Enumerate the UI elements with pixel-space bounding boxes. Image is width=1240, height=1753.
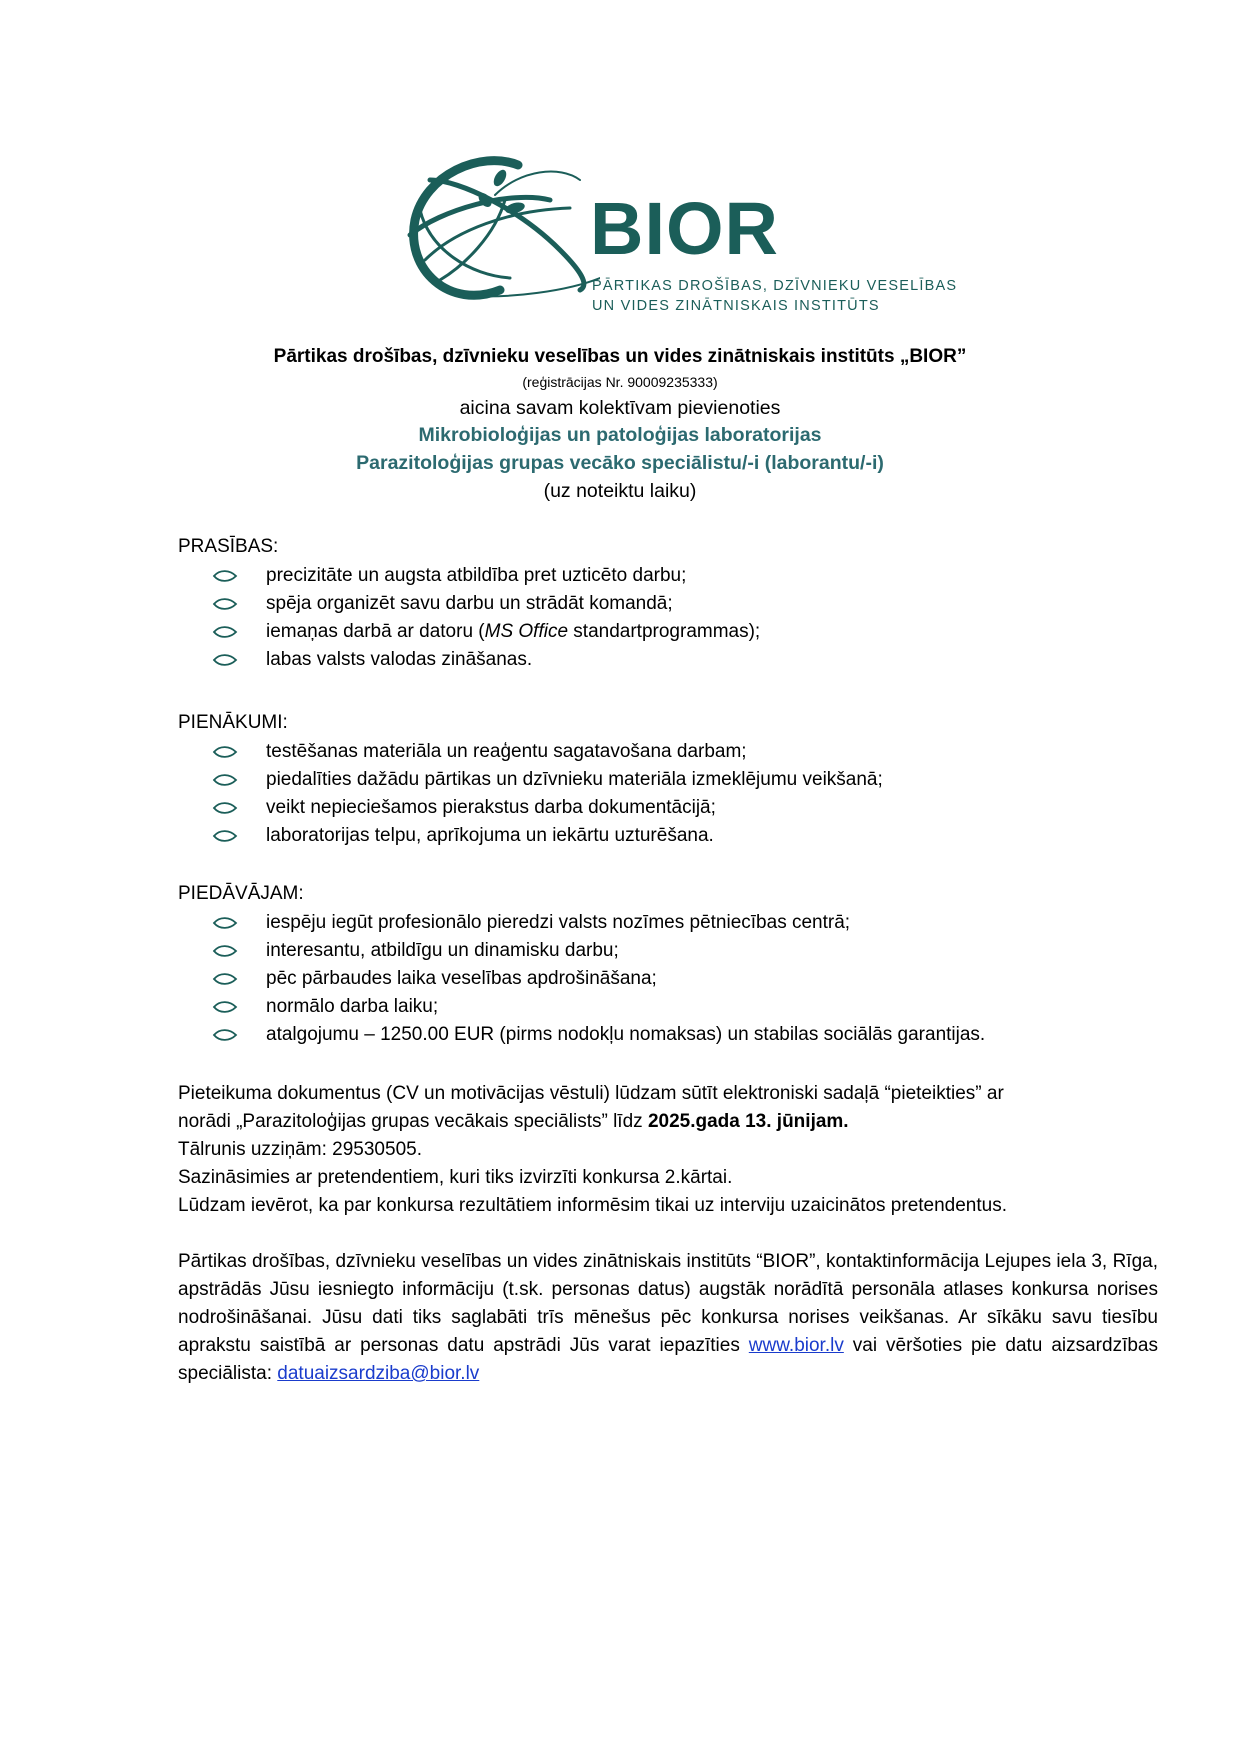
offer-text: pēc pārbaudes laika veselības apdrošināšana; [266,968,657,989]
registration-number: (reģistrācijas Nr. 90009235333) [522,374,718,390]
organization-name: Pārtikas drošības, dzīvnieku veselības un vides zinātniskais institūts „BIOR” [273,346,967,367]
requirement-text: precizitāte un augsta atbildība pret uzticēto darbu; [266,565,687,586]
list-item [212,562,760,590]
requirement-text: spēja organizēt savu darbu un strādāt komandā; [266,593,673,614]
fish-bullet-icon [212,570,238,582]
list-item [212,738,883,766]
globe-logo-icon [400,150,600,320]
duties-list [212,738,883,850]
laboratory-name: Mikrobioloģijas un patoloģijas laboratorijas [418,424,822,446]
list-item [212,993,985,1021]
list-item [212,646,760,674]
list-item [212,822,883,850]
fish-bullet-icon [212,802,238,814]
fish-bullet-icon [212,598,238,610]
list-item [212,965,985,993]
fish-bullet-icon [212,1029,238,1041]
fish-bullet-icon [212,774,238,786]
offer-text: iespēju iegūt profesionālo pieredzi valsts nozīmes pētniecības centrā; [266,912,851,933]
fish-bullet-icon [212,917,238,929]
duties-title: PIENĀKUMI: [178,712,288,733]
deadline: 2025.gada 13. jūnijam. [647,1111,849,1132]
invitation-text: aicina savam kolektīvam pievienoties [459,397,781,419]
fish-bullet-icon [212,746,238,758]
bior-logo [400,150,958,320]
list-item [212,590,760,618]
application-info [178,1080,1158,1220]
phone-line: Tālrunis uzziņām: 29530505. [178,1139,422,1160]
fish-bullet-icon [212,626,238,638]
requirements-list [212,562,760,674]
email-link[interactable]: datuaizsardziba@bior.lv [277,1363,480,1384]
requirement-text: iemaņas darbā ar datoru (MS Office standartprogrammas); [266,621,761,642]
contact-note: Sazināsimies ar pretendentiem, kuri tiks izvirzīti konkursa 2.kārtai. [178,1167,733,1188]
offer-text: normālo darba laiku; [266,996,439,1017]
offer-text: atalgojumu – 1250.00 EUR (pirms nodokļu nomaksas) un stabilas sociālās garantijas. [266,1024,986,1045]
offer-text: interesantu, atbildīgu un dinamisku darbu; [266,940,619,961]
list-item [212,937,985,965]
requirements-title: PRASĪBAS: [178,536,279,557]
employment-term: (uz noteiktu laiku) [543,480,697,502]
fish-bullet-icon [212,830,238,842]
offer-title: PIEDĀVĀJAM: [178,883,304,904]
list-item [212,618,760,646]
application-line-1: Pieteikuma dokumentus (CV un motivācijas vēstuli) lūdzam sūtīt elektroniski sadaļā “pieteikties” ar [178,1083,1004,1104]
fish-bullet-icon [212,654,238,666]
list-item [212,1021,985,1049]
list-item [212,766,883,794]
logo-brand: BIOR [590,187,779,270]
requirement-text: labas valsts valodas zināšanas. [266,649,533,670]
fish-bullet-icon [212,973,238,985]
list-item [212,909,985,937]
results-note: Lūdzam ievērot, ka par konkursa rezultātiem informēsim tikai uz interviju uzaicinātos pretendentus. [178,1195,1007,1216]
website-link[interactable]: www.bior.lv [748,1335,844,1356]
logo-tagline-1: PĀRTIKAS DROŠĪBAS, DZĪVNIEKU VESELĪBAS [592,278,958,294]
logo-tagline-2: UN VIDES ZINĀTNISKAIS INSTITŪTS [592,298,880,314]
duty-text: testēšanas materiāla un reaģentu sagatavošana darbam; [266,741,747,762]
duty-text: veikt nepieciešamos pierakstus darba dokumentācijā; [266,797,716,818]
list-item [212,794,883,822]
fish-bullet-icon [212,945,238,957]
position-title: Parazitoloģijas grupas vecāko speciālistu/-i (laborantu/-i) [356,452,884,474]
application-line-2: norādi „Parazitoloģijas grupas vecākais speciālists” līdz 2025.gada 13. jūnijam. [178,1111,849,1132]
privacy-notice: Pārtikas drošības, dzīvnieku veselības un vides zinātniskais institūts “BIOR”, kontaktinformācija Lejupes iela 3, Rīga, apstrādās Jūsu iesniegto informāciju (t.sk. personas datus) augstāk norādītā personāla atlases konkursa norises nodrošināšanai. Jūsu dati tiks saglabāti trīs mēnešus pēc konkursa norises veikšanas. Ar sīkāku savu tiesību aprakstu saistībā ar personas datu apstrādi Jūs varat iepazīties www.bior.lv vai vēršoties pie datu aizsardzības speciālista: datuaizsardziba@bior.lv [178,1251,1158,1384]
duty-text: piedalīties dažādu pārtikas un dzīvnieku materiāla izmeklējumu veikšanā; [266,769,883,790]
fish-bullet-icon [212,1001,238,1013]
duty-text: laboratorijas telpu, aprīkojuma un iekārtu uzturēšana. [266,825,714,846]
offer-list [212,909,985,1049]
